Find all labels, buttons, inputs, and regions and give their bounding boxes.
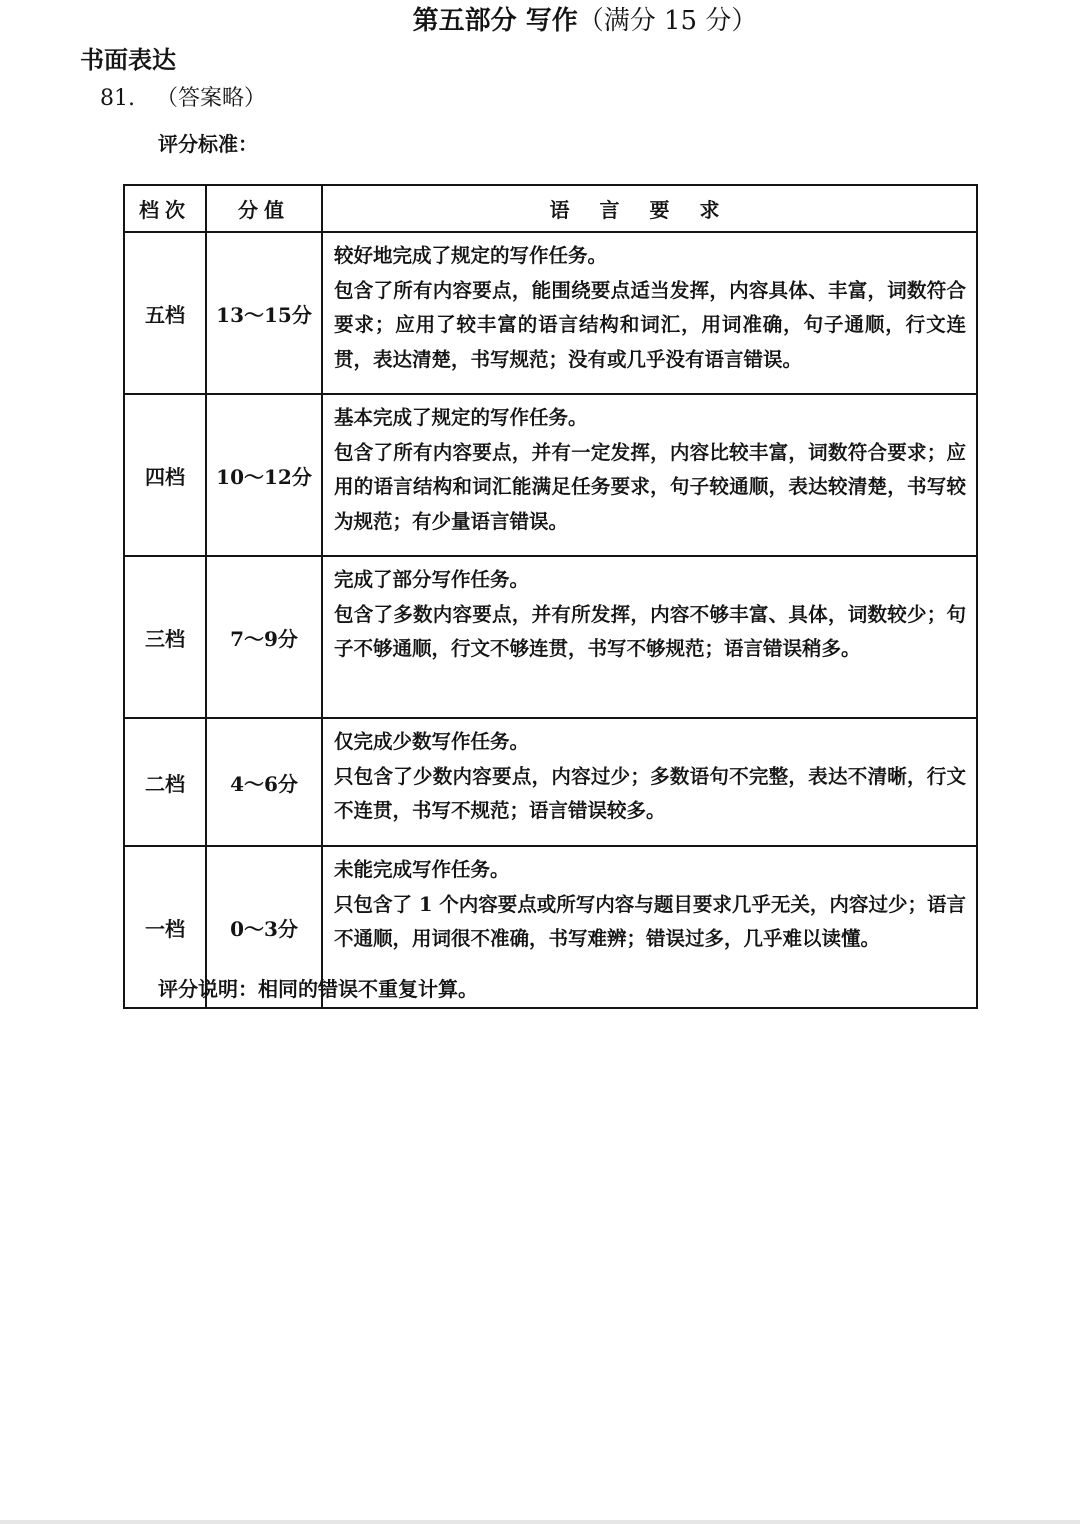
page-title-main: 第五部分 写作 [412,6,578,36]
score-cell: 10～12分 [206,394,322,556]
page-title-score: （满分 15 分） [577,6,758,36]
score-cell: 4～6分 [206,718,322,846]
requirement-detail: 只包含了少数内容要点，内容过少；多数语句不完整，表达不清晰，行文不连贯，书写不规范；语言错误较多。 [334,764,966,822]
requirement-cell [322,232,977,394]
requirement-summary: 未能完成写作任务。 [334,858,510,881]
table-header-row [124,185,977,232]
header-score: 分值 [206,185,322,232]
requirement-summary: 较好地完成了规定的写作任务。 [334,244,608,267]
question-number: 81. [100,86,135,111]
requirement-detail: 包含了所有内容要点，并有一定发挥，内容比较丰富，词数符合要求；应用的语言结构和词汇能满足任务要求，句子较通顺，表达较清楚，书写较为规范；有少量语言错误。 [334,440,966,533]
score-cell: 0～3分 [206,846,322,1008]
header-level: 档次 [124,185,206,232]
page-title [0,4,1080,38]
question-line [100,84,266,114]
page-bottom-edge [0,1520,1080,1524]
grading-table [123,184,978,1009]
requirement-cell [322,556,977,718]
score-cell: 13～15分 [206,232,322,394]
header-requirement: 语言要求 [322,185,977,232]
grading-note-text: 相同的错误不重复计算。 [258,977,478,1001]
section-heading: 书面表达 [80,46,176,74]
level-cell: 二档 [124,718,206,846]
grading-note [158,974,478,1004]
table-row [124,718,977,846]
requirement-detail: 包含了多数内容要点，并有所发挥，内容不够丰富、具体，词数较少；句子不够通顺，行文不够连贯，书写不够规范；语言错误稍多。 [334,602,966,660]
score-cell: 7～9分 [206,556,322,718]
table-row [124,556,977,718]
requirement-cell [322,718,977,846]
requirement-cell [322,394,977,556]
requirement-detail: 包含了所有内容要点，能围绕要点适当发挥，内容具体、丰富，词数符合要求；应用了较丰富的语言结构和词汇，用词准确，句子通顺，行文连贯，表达清楚，书写规范；没有或几乎没有语言错误。 [334,278,966,371]
level-cell: 四档 [124,394,206,556]
grading-note-label: 评分说明： [158,977,258,1001]
criteria-label: 评分标准： [158,132,258,156]
level-cell: 三档 [124,556,206,718]
table-row [124,394,977,556]
requirement-detail: 只包含了 1 个内容要点或所写内容与题目要求几乎无关，内容过少；语言不通顺，用词很不准确，书写难辨；错误过多，几乎难以读懂。 [334,892,966,950]
requirement-summary: 仅完成少数写作任务。 [334,730,530,753]
requirement-summary: 完成了部分写作任务。 [334,568,530,591]
table-row [124,232,977,394]
answer-note: （答案略） [156,86,267,111]
level-cell: 五档 [124,232,206,394]
level-cell: 一档 [124,846,206,1008]
requirement-summary: 基本完成了规定的写作任务。 [334,406,588,429]
